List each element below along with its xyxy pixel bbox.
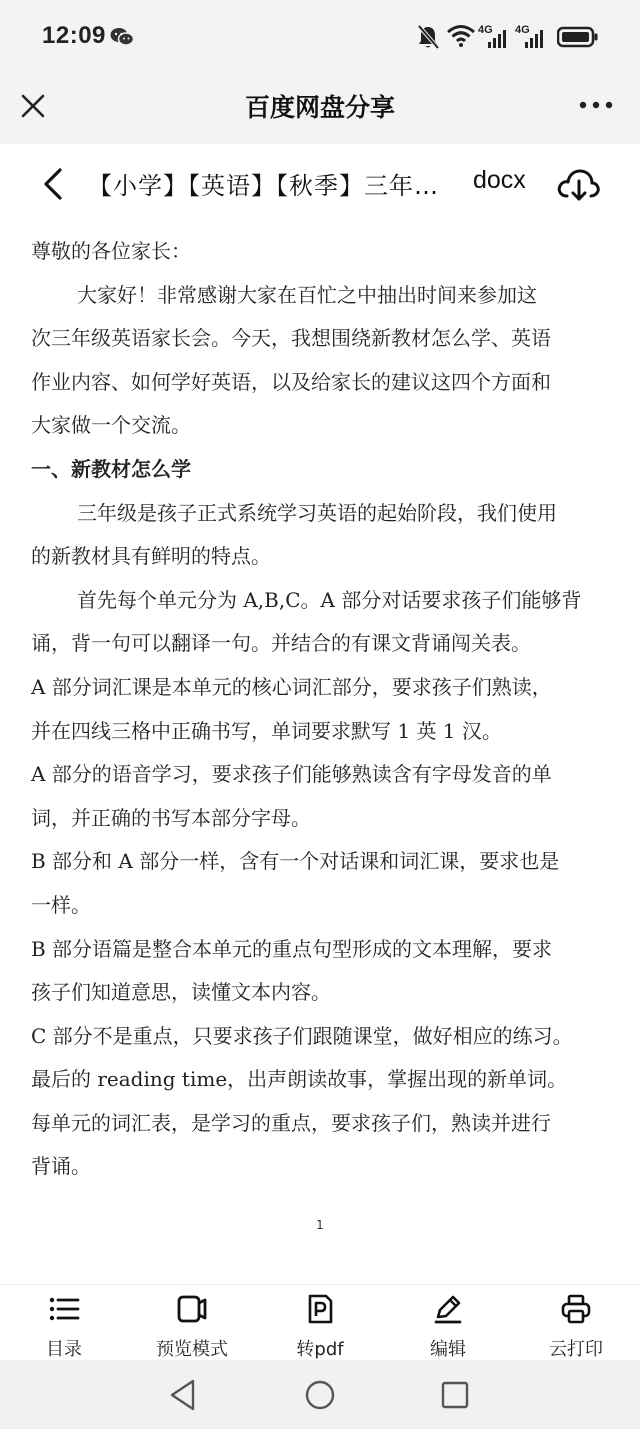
doc-line: 词，并正确的书写本部分字母。	[31, 805, 311, 830]
doc-line: 首先每个单元分为 A,B,C。A 部分对话要求孩子们能够背	[77, 587, 582, 612]
document-body[interactable]	[0, 230, 640, 1280]
page-number: 1	[316, 1218, 324, 1232]
toolbar-edit-button[interactable]	[384, 1285, 512, 1361]
doc-line: A 部分的语音学习，要求孩子们能够熟读含有字母发音的单	[31, 762, 552, 787]
nav-back-icon[interactable]	[166, 1378, 202, 1412]
app-bar	[0, 74, 640, 144]
more-options-icon[interactable]	[576, 90, 616, 120]
doc-line: 大家做一个交流。	[31, 413, 191, 438]
doc-line: C 部分不是重点，只要求孩子们跟随课堂，做好相应的练习。	[31, 1023, 573, 1048]
toolbar-label: 编辑	[430, 1339, 466, 1360]
doc-line: 三年级是孩子正式系统学习英语的起始阶段，我们使用	[77, 500, 557, 525]
battery-icon	[557, 26, 599, 48]
doc-line: A 部分词汇课是本单元的核心词汇部分，要求孩子们熟读，	[31, 674, 552, 699]
doc-line: 背诵。	[31, 1154, 91, 1179]
wifi-icon	[446, 24, 476, 48]
app-title: 百度网盘分享	[244, 93, 395, 122]
nav-recents-icon[interactable]	[437, 1378, 473, 1412]
doc-line: 诵，背一句可以翻译一句。并结合的有课文背诵闯关表。	[31, 631, 531, 656]
doc-line: B 部分语篇是整合本单元的重点句型形成的文本理解，要求	[31, 936, 553, 961]
signal-1-label: 4G	[478, 24, 493, 36]
section-heading: 一、新教材怎么学	[31, 456, 191, 481]
bottom-toolbar	[0, 1284, 640, 1360]
doc-line: 并在四线三格中正确书写，单词要求默写 1 英 1 汉。	[31, 718, 502, 743]
doc-line: 的新教材具有鲜明的特点。	[31, 544, 271, 569]
status-bar	[0, 0, 640, 74]
pdf-convert-icon	[304, 1293, 336, 1325]
doc-line: 作业内容、如何学好英语，以及给家长的建议这四个方面和	[31, 369, 551, 394]
preview-mode-icon	[176, 1293, 208, 1325]
doc-line: 次三年级英语家长会。今天，我想围绕新教材怎么学、英语	[31, 326, 551, 351]
toolbar-convert-pdf-button[interactable]	[256, 1285, 384, 1361]
toolbar-label: 预览模式	[156, 1339, 228, 1360]
back-arrow-icon[interactable]	[36, 164, 72, 204]
signal-2-icon	[525, 28, 547, 48]
cloud-upload-icon[interactable]	[555, 164, 601, 204]
toolbar-contents-button[interactable]	[0, 1285, 128, 1361]
doc-line: 每单元的词汇表，是学习的重点，要求孩子们，熟读并进行	[31, 1110, 551, 1135]
toolbar-label: 目录	[46, 1339, 82, 1360]
doc-line: 最后的 reading time，出声朗读故事，掌握出现的新单词。	[31, 1067, 568, 1092]
toolbar-preview-mode-button[interactable]	[128, 1285, 256, 1361]
printer-icon	[560, 1293, 592, 1325]
doc-line: B 部分和 A 部分一样，含有一个对话课和词汇课，要求也是	[31, 849, 560, 874]
bell-off-icon	[416, 24, 440, 50]
nav-home-icon[interactable]	[302, 1378, 338, 1412]
document-extension: docx	[473, 166, 526, 194]
document-title: 【小学】【英语】【秋季】三年…	[88, 172, 439, 200]
edit-pencil-icon	[432, 1293, 464, 1325]
wechat-icon	[110, 27, 134, 47]
doc-line: 大家好！非常感谢大家在百忙之中抽出时间来参加这	[77, 282, 537, 307]
system-nav-bar	[0, 1360, 640, 1429]
doc-line: 孩子们知道意思，读懂文本内容。	[31, 980, 331, 1005]
toolbar-label: 云打印	[549, 1339, 603, 1360]
document-header	[0, 144, 640, 224]
list-icon	[48, 1293, 80, 1325]
signal-2-label: 4G	[515, 24, 530, 36]
status-time: 12:09	[42, 22, 106, 49]
signal-icon	[488, 28, 510, 48]
doc-line: 一样。	[31, 892, 91, 917]
toolbar-label: 转pdf	[296, 1339, 344, 1360]
doc-line: 尊敬的各位家长：	[31, 239, 191, 263]
toolbar-cloud-print-button[interactable]	[512, 1285, 640, 1361]
